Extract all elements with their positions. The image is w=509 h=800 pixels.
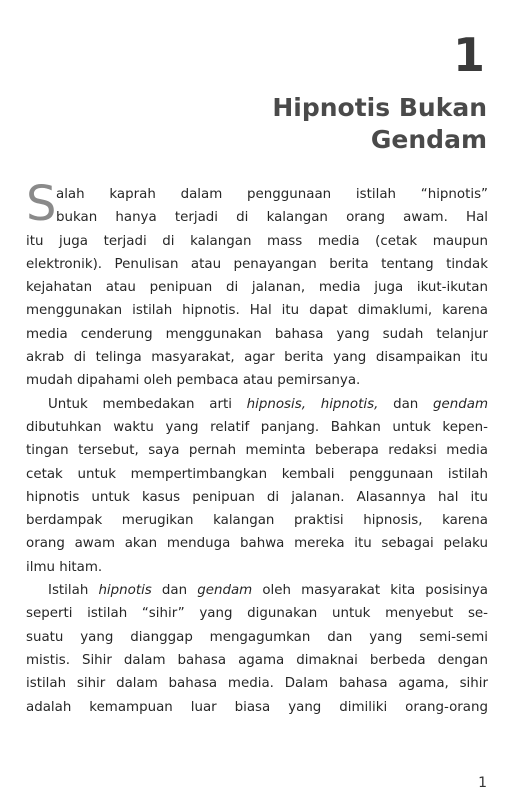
text-line: dibutuhkan waktu yang relatif panjang. Bahkan untuk kepen- — [26, 419, 488, 435]
text-line: elektronik). Penulisan atau penayangan berita tentang tindak — [26, 256, 488, 272]
text-line: itu juga terjadi di kalangan mass media (cetak maupun — [26, 233, 488, 249]
text-line: bukan hanya terjadi di kalangan orang awam. Hal — [56, 210, 488, 226]
drop-cap: S — [26, 176, 57, 232]
chapter-title-line: Gendam — [370, 125, 487, 154]
italic-term: hipnosis, hipnotis, — [246, 396, 379, 412]
text-run: dan — [151, 583, 198, 599]
text-line — [26, 579, 488, 602]
text-line: ilmu hitam. — [26, 559, 103, 575]
italic-term: gendam — [433, 396, 488, 412]
text-line: tingan tersebut, saya pernah meminta beberapa redaksi media — [26, 443, 488, 459]
body-text — [26, 176, 488, 719]
chapter-title-line: Hipnotis Bukan — [272, 93, 487, 122]
text-line: hipnotis untuk kasus penipuan di jalanan. Alasannya hal itu — [26, 489, 488, 505]
paragraph — [26, 579, 488, 719]
text-line: adalah kemampuan luar biasa yang dimiliki orang-orang — [26, 699, 488, 715]
text-line — [26, 393, 488, 416]
text-line: berdampak merugikan kalangan praktisi hipnosis, karena — [26, 513, 488, 529]
text-line: orang awam akan menduga bahwa mereka itu sebagai pelaku — [26, 536, 488, 552]
text-line: suatu yang dianggap mengagumkan dan yang semi-semi — [26, 629, 488, 645]
text-line: mudah dipahami oleh pembaca atau pemirsanya. — [26, 373, 361, 389]
text-run: dan — [378, 396, 434, 412]
page-number: 1 — [478, 775, 487, 791]
text-line: cetak untuk mempertimbangkan kembali penggunaan istilah — [26, 466, 488, 482]
text-line: akrab di telinga masyarakat, agar berita yang disampaikan itu — [26, 350, 488, 366]
text-line: seperti istilah “sihir” yang digunakan untuk menyebut se- — [26, 606, 488, 622]
text-run: Istilah — [48, 583, 99, 599]
text-line: istilah sihir dalam bahasa media. Dalam bahasa agama, sihir — [26, 676, 488, 692]
text-line: media cenderung menggunakan bahasa yang sudah telanjur — [26, 326, 488, 342]
text-line: menggunakan istilah hipnotis. Hal itu dapat dimaklumi, karena — [26, 303, 488, 319]
italic-term: hipnotis — [98, 583, 152, 599]
text-line: mistis. Sihir dalam bahasa agama dimaknai berbeda dengan — [26, 652, 488, 668]
paragraph — [26, 393, 488, 579]
italic-term: gendam — [197, 583, 253, 599]
chapter-title — [272, 92, 487, 156]
text-line: kejahatan atau penipuan di jalanan, media juga ikut-ikutan — [26, 280, 488, 296]
text-run: Untuk membedakan arti — [48, 396, 247, 412]
chapter-number: 1 — [452, 28, 485, 82]
text-line: alah kaprah dalam penggunaan istilah “hipnotis” — [56, 187, 488, 202]
text-run: oleh masyarakat kita posisinya — [252, 583, 488, 599]
paragraph — [26, 176, 488, 393]
